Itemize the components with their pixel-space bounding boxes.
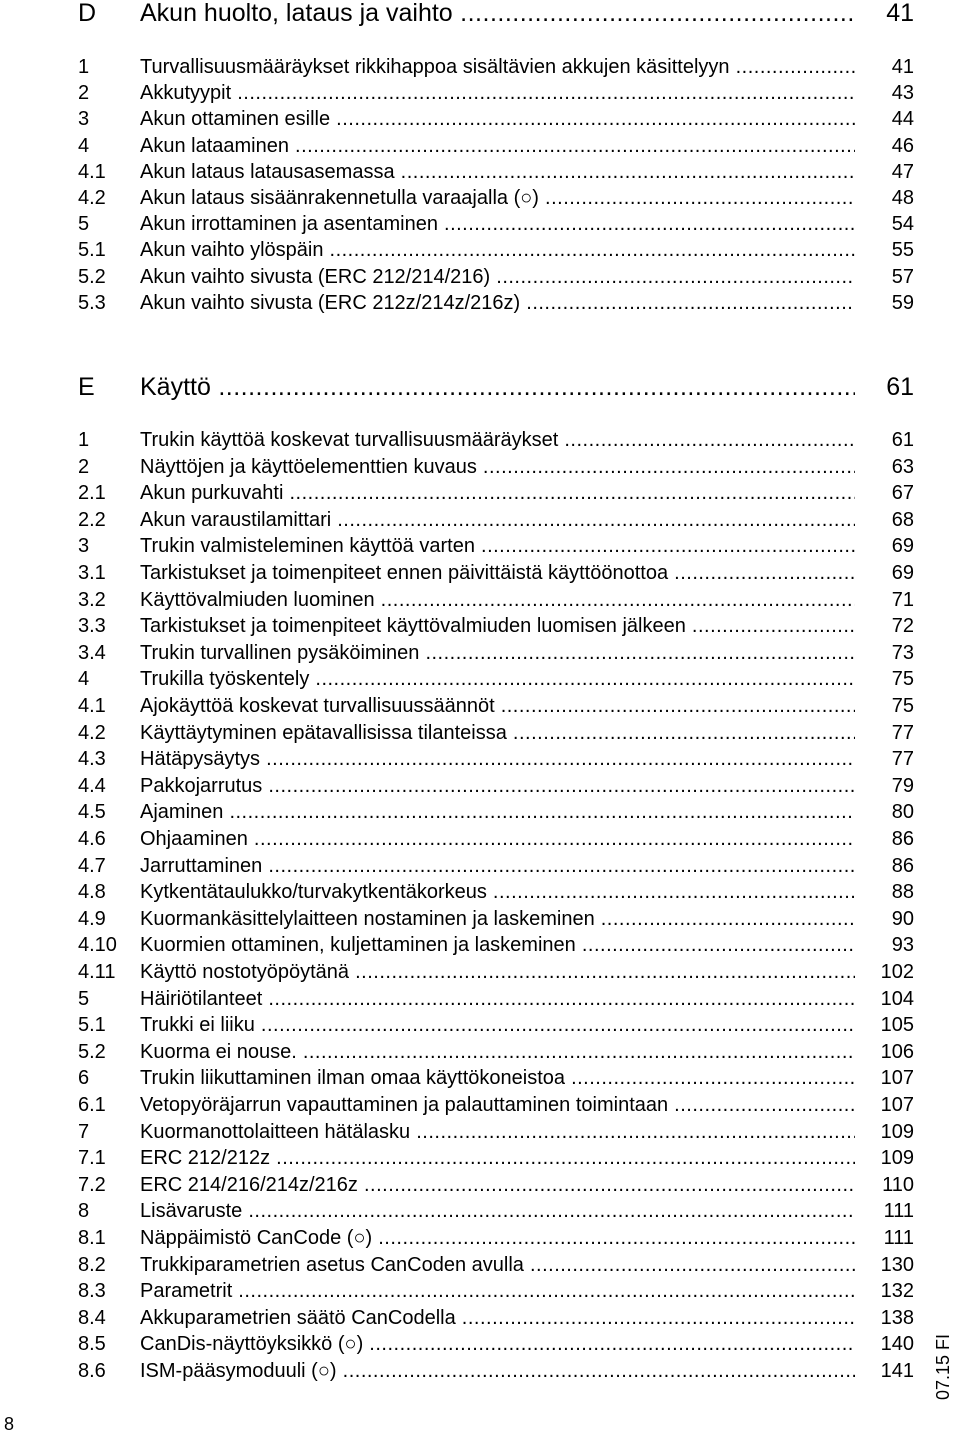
toc-entry-number: 2.2 bbox=[78, 508, 106, 531]
toc-entry[interactable] bbox=[78, 852, 914, 880]
toc-entry-title: Hätäpysäytys ..... bbox=[140, 745, 855, 773]
toc-entry-number: 6.1 bbox=[78, 1094, 106, 1116]
toc-entry-title: Akun vaihto sivusta (ERC 212/214/216) ..... bbox=[140, 263, 855, 291]
toc-entry-page: 41 bbox=[891, 56, 914, 78]
toc-entry[interactable] bbox=[78, 586, 914, 614]
toc-entry-number: 4.7 bbox=[78, 854, 106, 877]
toc-entry[interactable] bbox=[78, 931, 914, 959]
toc-entry[interactable] bbox=[78, 1171, 914, 1199]
toc-entry-number: 8 bbox=[78, 1200, 90, 1223]
toc-entry-title: Akun varaustilamittari ..... bbox=[140, 506, 855, 534]
toc-entry[interactable] bbox=[78, 1330, 914, 1358]
toc-entry-title: Ajokäyttöä koskevat turvallisuussäännöt ..... bbox=[140, 692, 855, 720]
toc-entry-title: Trukin turvallinen pysäköiminen ..... bbox=[140, 639, 855, 667]
toc-entry[interactable] bbox=[78, 479, 914, 507]
section-title: Käyttö ..... bbox=[140, 371, 855, 403]
toc-entry-number: 4.6 bbox=[78, 828, 106, 850]
toc-entry-number: 8.3 bbox=[78, 1280, 106, 1303]
toc-entry-number: 8.6 bbox=[78, 1360, 106, 1382]
toc-entry[interactable] bbox=[78, 958, 914, 986]
toc-entry-page: 47 bbox=[891, 160, 914, 183]
toc-entry-number: 3.3 bbox=[78, 615, 106, 638]
toc-entry-number: 2 bbox=[78, 455, 90, 478]
toc-entry-page: 141 bbox=[880, 1360, 914, 1382]
toc-entry-title: Kuorma ei nouse. ..... bbox=[140, 1038, 855, 1066]
toc-entry-title: Parametrit ..... bbox=[140, 1277, 855, 1305]
toc-entry-number: 5.2 bbox=[78, 265, 106, 288]
toc-entry-number: 3.1 bbox=[78, 562, 106, 584]
toc-entry-page: 102 bbox=[880, 961, 914, 983]
toc-entry[interactable] bbox=[78, 158, 914, 186]
toc-entry-title: Ohjaaminen ..... bbox=[140, 825, 855, 853]
toc-entry-title: CanDis-näyttöyksikkö (○) ..... bbox=[140, 1330, 855, 1358]
toc-entry-number: 8.5 bbox=[78, 1333, 106, 1356]
toc-entry-number: 4.3 bbox=[78, 748, 106, 771]
toc-entry[interactable] bbox=[78, 1197, 914, 1225]
toc-entry-title: Lisävaruste ..... bbox=[140, 1197, 855, 1225]
toc-entry-title: Käyttövalmiuden luominen ..... bbox=[140, 586, 855, 614]
toc-entry-title: Pakkojarrutus ..... bbox=[140, 772, 855, 800]
toc-entry-title: Akun lataus sisäänrakennetulla varaajalla (○) ..... bbox=[140, 184, 855, 212]
toc-entry-title: Tarkistukset ja toimenpiteet ennen päivittäistä käyttöönottoa ..... bbox=[140, 559, 855, 587]
toc-entry-page: 71 bbox=[891, 588, 914, 611]
toc-entry-number: 4 bbox=[78, 134, 90, 157]
toc-entry-title: Akun ottaminen esille ..... bbox=[140, 105, 855, 133]
toc-entry-title: Trukin valmisteleminen käyttöä varten ..... bbox=[140, 532, 855, 560]
toc-entry-title: Trukin liikuttaminen ilman omaa käyttökoneistoa ..... bbox=[140, 1064, 855, 1092]
toc-entry[interactable] bbox=[78, 1091, 914, 1119]
toc-entry-title: Trukin käyttöä koskevat turvallisuusmääräykset ..... bbox=[140, 426, 855, 454]
toc-entry[interactable] bbox=[78, 210, 914, 238]
toc-entry-page: 61 bbox=[891, 429, 914, 451]
toc-entry[interactable] bbox=[78, 1011, 914, 1039]
toc-entry-number: 1 bbox=[78, 429, 90, 451]
toc-entry-title: Tarkistukset ja toimenpiteet käyttövalmiuden luomisen jälkeen ..... bbox=[140, 612, 855, 640]
toc-entry[interactable] bbox=[78, 1144, 914, 1172]
toc-entry-number: 5 bbox=[78, 213, 90, 236]
toc-entry-page: 68 bbox=[891, 508, 914, 531]
toc-entry[interactable] bbox=[78, 692, 914, 720]
toc-entry[interactable] bbox=[78, 79, 914, 107]
toc-entry-title: Akkuparametrien säätö CanCodella ..... bbox=[140, 1304, 855, 1332]
toc-entry[interactable] bbox=[78, 1118, 914, 1146]
toc-entry-number: 4.5 bbox=[78, 801, 106, 824]
toc-entry-page: 88 bbox=[891, 881, 914, 904]
toc-entry-number: 4.2 bbox=[78, 187, 106, 209]
toc-entry-number: 3.4 bbox=[78, 641, 106, 664]
toc-entry-page: 44 bbox=[891, 108, 914, 131]
toc-entry[interactable] bbox=[78, 745, 914, 773]
toc-entry-title: Vetopyöräjarrun vapauttaminen ja palauttaminen toimintaan ..... bbox=[140, 1091, 855, 1119]
toc-entry-page: 75 bbox=[891, 695, 914, 717]
toc-entry[interactable] bbox=[78, 426, 914, 454]
toc-entry-number: 2 bbox=[78, 82, 90, 105]
page-number: 8 bbox=[4, 1414, 15, 1434]
toc-entry-page: 43 bbox=[891, 82, 914, 105]
toc-entry-title: Trukilla työskentely ..... bbox=[140, 665, 855, 693]
toc-entry-title: Kuormankäsittelylaitteen nostaminen ja laskeminen ..... bbox=[140, 905, 855, 933]
toc-entry-title: Häiriötilanteet ..... bbox=[140, 985, 855, 1013]
toc-entry-page: 77 bbox=[891, 721, 914, 744]
toc-entry-number: 4.1 bbox=[78, 160, 106, 183]
toc-entry-title: Kytkentätaulukko/turvakytkentäkorkeus ..... bbox=[140, 878, 855, 906]
toc-entry[interactable] bbox=[78, 236, 914, 264]
toc-entry-number: 7.1 bbox=[78, 1147, 106, 1170]
toc-entry-page: 140 bbox=[880, 1333, 914, 1356]
toc-entry-page: 110 bbox=[882, 1173, 914, 1196]
toc-entry-title: Kuormien ottaminen, kuljettaminen ja laskeminen ..... bbox=[140, 931, 855, 959]
toc-entry[interactable] bbox=[78, 612, 914, 640]
toc-entry-number: 4.10 bbox=[78, 934, 117, 957]
toc-entry-title: Käyttäytyminen epätavallisissa tilanteissa ..... bbox=[140, 719, 855, 747]
toc-entry-page: 63 bbox=[891, 455, 914, 478]
section-letter: D bbox=[78, 0, 97, 27]
toc-entry-page: 132 bbox=[880, 1280, 914, 1303]
toc-entry-page: 109 bbox=[880, 1147, 914, 1170]
toc-entry-title: Näyttöjen ja käyttöelementtien kuvaus ..... bbox=[140, 453, 855, 481]
toc-entry[interactable] bbox=[78, 772, 914, 800]
section-letter: E bbox=[78, 373, 95, 401]
section-heading-e[interactable] bbox=[78, 371, 914, 403]
toc-entry-page: 130 bbox=[880, 1253, 914, 1276]
toc-entry[interactable] bbox=[78, 53, 914, 81]
toc-entry[interactable] bbox=[78, 1251, 914, 1279]
toc-entry-title: Jarruttaminen ..... bbox=[140, 852, 855, 880]
toc-entry-page: 109 bbox=[880, 1120, 914, 1143]
toc-entry-number: 4.4 bbox=[78, 774, 106, 797]
toc-entry-number: 5.1 bbox=[78, 1014, 106, 1037]
toc-entry-title: Akun vaihto sivusta (ERC 212z/214z/216z) ..... bbox=[140, 289, 855, 317]
toc-entry-number: 3.2 bbox=[78, 588, 106, 611]
toc-entry-number: 3 bbox=[78, 108, 90, 131]
toc-entry-number: 4 bbox=[78, 668, 90, 691]
toc-entry[interactable] bbox=[78, 985, 914, 1013]
toc-entry-page: 86 bbox=[891, 828, 914, 850]
toc-entry-number: 4.2 bbox=[78, 721, 106, 744]
toc-entry-page: 69 bbox=[891, 562, 914, 584]
toc-entry[interactable] bbox=[78, 825, 914, 853]
toc-entry-number: 7.2 bbox=[78, 1173, 106, 1196]
toc-entry-page: 59 bbox=[891, 291, 914, 314]
toc-entry-title: ERC 212/212z ..... bbox=[140, 1144, 855, 1172]
section-page: 41 bbox=[886, 0, 914, 27]
toc-entry[interactable] bbox=[78, 1357, 914, 1385]
toc-entry-page: 57 bbox=[891, 265, 914, 288]
toc-entry-page: 93 bbox=[891, 934, 914, 957]
toc-entry-title: Akun irrottaminen ja asentaminen ..... bbox=[140, 210, 855, 238]
toc-entry[interactable] bbox=[78, 905, 914, 933]
toc-entry-number: 3 bbox=[78, 535, 90, 558]
toc-entry-title: ERC 214/216/214z/216z ..... bbox=[140, 1171, 855, 1199]
toc-entry-page: 105 bbox=[880, 1014, 914, 1037]
toc-entry-page: 107 bbox=[880, 1067, 914, 1090]
toc-entry-number: 8.4 bbox=[78, 1306, 106, 1329]
toc-entry-number: 5.1 bbox=[78, 239, 106, 262]
toc-entry[interactable] bbox=[78, 532, 914, 560]
section-heading-d[interactable] bbox=[78, 0, 914, 29]
toc-entry[interactable] bbox=[78, 559, 914, 587]
toc-entry-number: 4.9 bbox=[78, 907, 106, 930]
toc-entry-page: 48 bbox=[891, 187, 914, 209]
toc-entry-title: Trukki ei liiku ..... bbox=[140, 1011, 855, 1039]
toc-entry-page: 77 bbox=[891, 748, 914, 771]
toc-entry-page: 72 bbox=[891, 615, 914, 638]
toc-entry-number: 4.11 bbox=[78, 961, 116, 983]
toc-entry-number: 8.2 bbox=[78, 1253, 106, 1276]
toc-entry-title: Trukkiparametrien asetus CanCoden avulla ..... bbox=[140, 1251, 855, 1279]
toc-entry[interactable] bbox=[78, 1304, 914, 1332]
toc-entry-title: Akun lataus latausasemassa ..... bbox=[140, 158, 855, 186]
toc-entry-number: 5.3 bbox=[78, 291, 106, 314]
toc-entry-title: Akun purkuvahti ..... bbox=[140, 479, 855, 507]
toc-entry-page: 54 bbox=[891, 213, 914, 236]
toc-entry-page: 75 bbox=[891, 668, 914, 691]
toc-entry-number: 4.1 bbox=[78, 695, 106, 717]
toc-entry-number: 1 bbox=[78, 56, 90, 78]
toc-entry[interactable] bbox=[78, 132, 914, 160]
toc-entry-page: 73 bbox=[891, 641, 914, 664]
toc-entry[interactable] bbox=[78, 506, 914, 534]
toc-entry-title: Akkutyypit ..... bbox=[140, 79, 855, 107]
toc-entry-number: 7 bbox=[78, 1120, 90, 1143]
toc-entry[interactable] bbox=[78, 665, 914, 693]
toc-entry[interactable] bbox=[78, 878, 914, 906]
toc-entry[interactable] bbox=[78, 639, 914, 667]
toc-entry-page: 111 bbox=[883, 1200, 914, 1223]
toc-entry-page: 138 bbox=[880, 1306, 914, 1329]
toc-entry-page: 104 bbox=[880, 987, 914, 1010]
toc-entry-page: 90 bbox=[891, 907, 914, 930]
toc-entry-page: 80 bbox=[891, 801, 914, 824]
toc-entry-title: Käyttö nostotyöpöytänä ..... bbox=[140, 958, 855, 986]
toc-entry-number: 8.1 bbox=[78, 1227, 106, 1249]
toc-entry-page: 86 bbox=[891, 854, 914, 877]
toc-entry[interactable] bbox=[78, 1064, 914, 1092]
toc-entry-number: 2.1 bbox=[78, 482, 106, 505]
toc-entry[interactable] bbox=[78, 263, 914, 291]
toc-entry[interactable] bbox=[78, 719, 914, 747]
section-page: 61 bbox=[886, 373, 914, 401]
toc-entry-page: 79 bbox=[891, 774, 914, 797]
toc-entry-number: 5.2 bbox=[78, 1040, 106, 1063]
toc-entry[interactable] bbox=[78, 453, 914, 481]
toc-entry-page: 46 bbox=[891, 134, 914, 157]
section-title: Akun huolto, lataus ja vaihto ..... bbox=[140, 0, 855, 29]
toc-entry-number: 4.8 bbox=[78, 881, 106, 904]
toc-entry-page: 55 bbox=[891, 239, 914, 262]
toc-entry-title: Näppäimistö CanCode (○) ..... bbox=[140, 1224, 855, 1252]
toc-entry-number: 6 bbox=[78, 1067, 90, 1090]
toc-entry-page: 111 bbox=[883, 1227, 914, 1249]
toc-entry-title: ISM-pääsymoduuli (○) ..... bbox=[140, 1357, 855, 1385]
toc-entry[interactable] bbox=[78, 1277, 914, 1305]
toc-entry[interactable] bbox=[78, 1224, 914, 1252]
toc-entry[interactable] bbox=[78, 184, 914, 212]
toc-entry[interactable] bbox=[78, 1038, 914, 1066]
toc-entry-title: Akun lataaminen ..... bbox=[140, 132, 855, 160]
toc-entry-title: Akun vaihto ylöspäin ..... bbox=[140, 236, 855, 264]
toc-entry-page: 107 bbox=[880, 1094, 914, 1116]
toc-entry[interactable] bbox=[78, 289, 914, 317]
toc-entry-title: Ajaminen ..... bbox=[140, 798, 855, 826]
toc-entry-page: 106 bbox=[880, 1040, 914, 1063]
toc-entry-title: Turvallisuusmääräykset rikkihappoa sisältävien akkujen käsittelyyn ..... bbox=[140, 53, 855, 81]
toc-entry[interactable] bbox=[78, 105, 914, 133]
document-code: 07.15 FI bbox=[933, 1333, 953, 1400]
toc-entry-page: 67 bbox=[891, 482, 914, 505]
toc-entry-title: Kuormanottolaitteen hätälasku ..... bbox=[140, 1118, 855, 1146]
toc-entry[interactable] bbox=[78, 798, 914, 826]
toc-entry-page: 69 bbox=[891, 535, 914, 558]
toc-entry-number: 5 bbox=[78, 987, 90, 1010]
